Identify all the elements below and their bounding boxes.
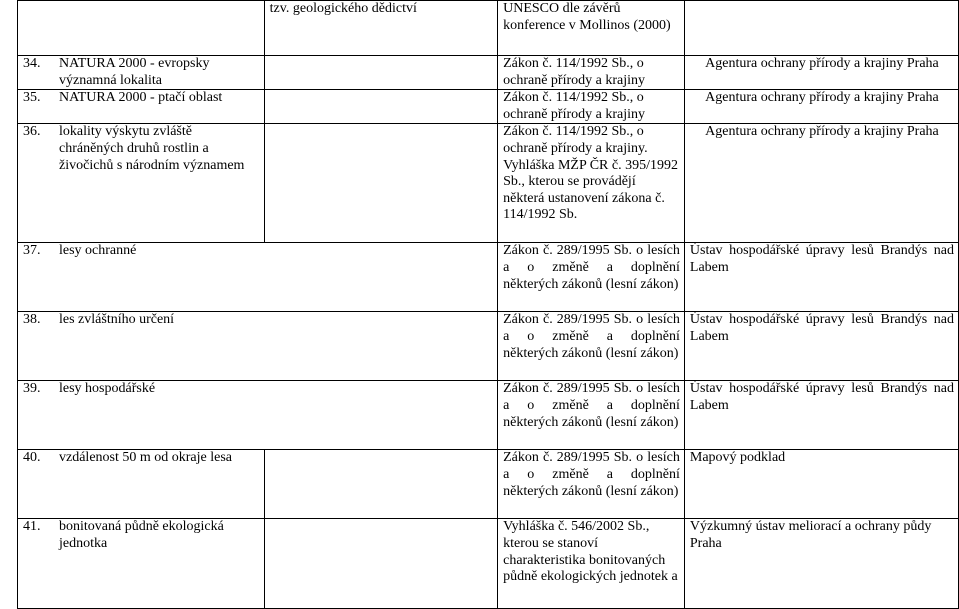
row-authority-cell [684, 56, 958, 90]
row-authority: Agentura ochrany přírody a krajiny Praha [705, 56, 939, 71]
table-row [18, 519, 959, 609]
row-law: Zákon č. 289/1995 Sb. o lesích a o změně a doplnění některých zákonů (lesní zákon) [503, 312, 680, 361]
row-law: Zákon č. 114/1992 Sb., o ochraně přírody a krajiny [503, 56, 646, 88]
row-number: 37. [23, 243, 41, 259]
protection-table [17, 0, 959, 609]
row-name-cell [18, 124, 265, 243]
row-law-cell [498, 450, 685, 519]
row-number: 39. [23, 381, 41, 397]
row-law: Zákon č. 114/1992 Sb., o ochraně přírody a krajiny. Vyhláška MŽP ČR č. 395/1992 Sb., kterou se provádějí některá ustanovení zákona č. 114/1992 Sb. [503, 124, 678, 223]
row-name-cell [18, 519, 265, 609]
cell-geological-heritage [264, 1, 497, 56]
table-row [18, 56, 959, 90]
table-row [18, 312, 959, 381]
table-row [18, 243, 959, 312]
row-law-cell [498, 381, 685, 450]
row-authority-cell [684, 90, 958, 124]
cell-unesco [498, 1, 685, 56]
row-empty-cell [264, 519, 497, 609]
table-row-header-continuation [18, 1, 959, 56]
row-name-cell [18, 90, 265, 124]
row-name: vzdálenost 50 m od okraje lesa [59, 450, 233, 466]
row-number: 35. [23, 90, 41, 106]
row-number: 38. [23, 312, 41, 328]
row-name: bonitovaná půdně ekologická jednotka [59, 519, 224, 551]
cell-empty [684, 1, 958, 56]
row-law-cell [498, 519, 685, 609]
cell-empty [18, 1, 265, 56]
row-name-cell [18, 381, 498, 450]
row-authority-cell [684, 312, 958, 381]
row-authority-cell [684, 124, 958, 243]
row-name: lesy hospodářské [59, 381, 156, 397]
row-law-cell [498, 243, 685, 312]
row-name: NATURA 2000 - evropsky významná lokalita [59, 56, 210, 88]
row-number: 41. [23, 519, 41, 535]
table-row [18, 450, 959, 519]
row-law-cell [498, 124, 685, 243]
table-row [18, 381, 959, 450]
row-authority: Mapový podklad [689, 450, 786, 466]
row-name: lokality výskytu zvláště chráněných druhů rostlin a živočichů s národním významem [59, 124, 245, 173]
row-name: NATURA 2000 - ptačí oblast [59, 90, 223, 106]
row-law: Zákon č. 289/1995 Sb. o lesích a o změně a doplnění některých zákonů (lesní zákon) [503, 243, 680, 292]
row-name-cell [18, 312, 498, 381]
row-number: 34. [23, 56, 41, 71]
row-authority-cell [684, 243, 958, 312]
row-name-cell [18, 56, 265, 90]
row-law: Zákon č. 114/1992 Sb., o ochraně přírody a krajiny [503, 90, 646, 122]
row-law: Zákon č. 289/1995 Sb. o lesích a o změně a doplnění některých zákonů (lesní zákon) [503, 450, 680, 499]
row-authority: Ústav hospodářské úpravy lesů Brandýs nad Labem [689, 243, 954, 275]
row-authority-cell [684, 450, 958, 519]
row-authority: Agentura ochrany přírody a krajiny Praha [705, 124, 939, 140]
row-name-cell [18, 243, 498, 312]
cell-text: UNESCO dle závěrů konference v Mollinos (2000) [503, 1, 671, 33]
row-law: Vyhláška č. 546/2002 Sb., kterou se stanoví charakteristika bonitovaných půdně ekologických jednotek a [503, 519, 678, 585]
row-authority: Ústav hospodářské úpravy lesů Brandýs nad Labem [689, 312, 954, 344]
table-row [18, 124, 959, 243]
row-authority-cell [684, 519, 958, 609]
row-authority: Ústav hospodářské úpravy lesů Brandýs nad Labem [689, 381, 954, 413]
row-authority: Agentura ochrany přírody a krajiny Praha [705, 90, 939, 106]
row-empty-cell [264, 56, 497, 90]
row-empty-cell [264, 90, 497, 124]
row-empty-cell [264, 450, 497, 519]
cell-text: tzv. geologického dědictví [269, 1, 417, 16]
row-law: Zákon č. 289/1995 Sb. o lesích a o změně a doplnění některých zákonů (lesní zákon) [503, 381, 680, 430]
row-authority: Výzkumný ústav meliorací a ochrany půdy Praha [689, 519, 932, 551]
row-law-cell [498, 56, 685, 90]
row-number: 36. [23, 124, 41, 140]
table-row [18, 90, 959, 124]
row-empty-cell [264, 124, 497, 243]
row-name: lesy ochranné [59, 243, 137, 259]
row-authority-cell [684, 381, 958, 450]
row-law-cell [498, 90, 685, 124]
row-number: 40. [23, 450, 41, 466]
row-law-cell [498, 312, 685, 381]
row-name: les zvláštního určení [59, 312, 175, 328]
row-name-cell [18, 450, 265, 519]
